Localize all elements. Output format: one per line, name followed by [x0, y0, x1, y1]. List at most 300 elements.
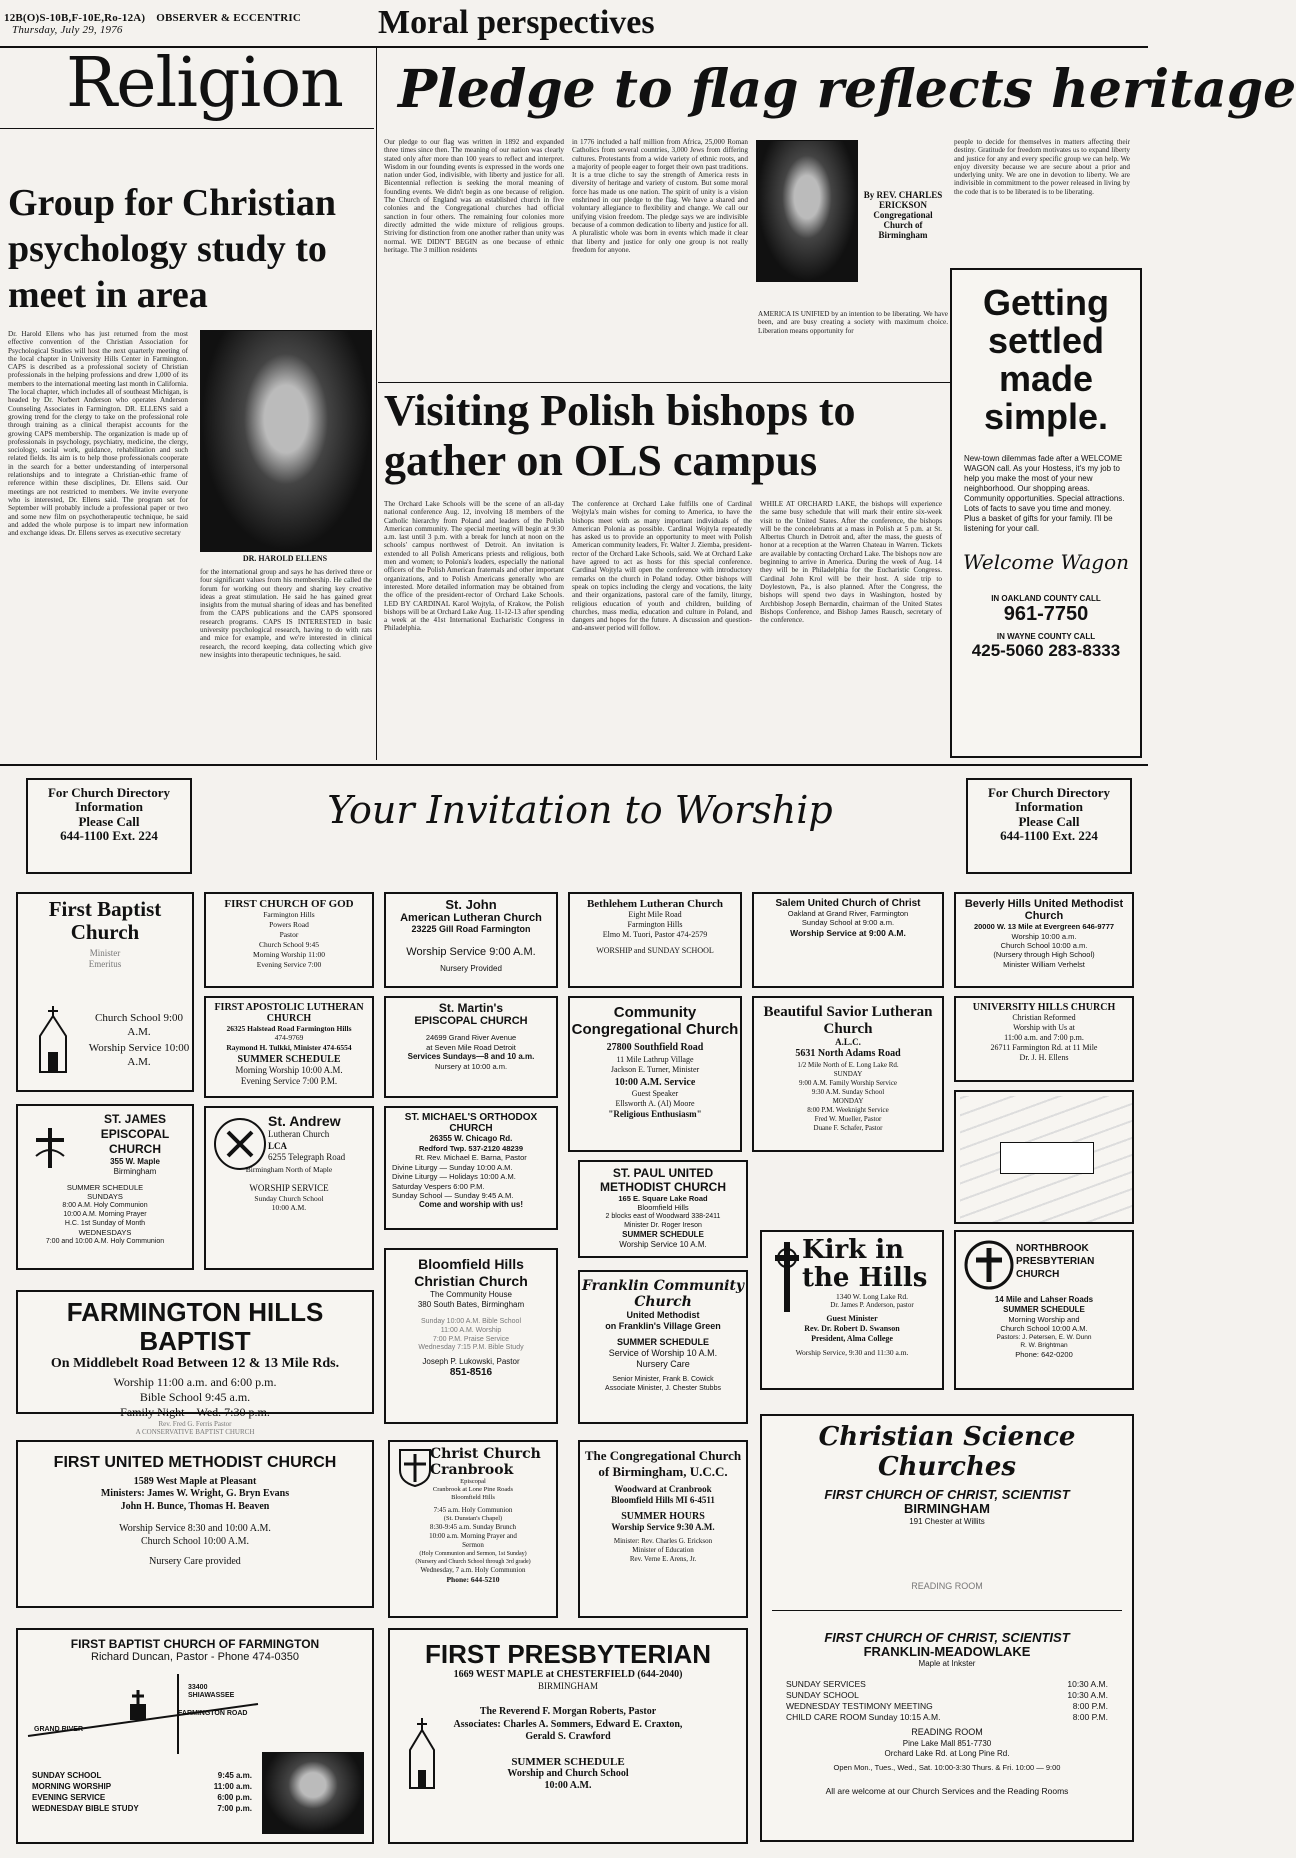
- cs-s3: WEDNESDAY TESTIMONY MEETING: [786, 1701, 933, 1712]
- cs-second-name: FIRST CHURCH OF CHRIST, SCIENTIST: [824, 1629, 1070, 1645]
- headline-bishops: Visiting Polish bishops to gather on OLS campus: [384, 386, 856, 485]
- st-paul-l1: 2 blocks east of Woodward 338-2411: [605, 1212, 721, 1220]
- ad-farmington-hills-baptist: [16, 1290, 374, 1437]
- apostolic-evening: Evening Service 7:00 P.M.: [240, 1076, 338, 1087]
- ad-kirk-in-the-hills: [760, 1230, 944, 1390]
- st-michael-rector: Rt. Rev. Michael E. Barna, Pastor: [415, 1153, 527, 1163]
- byline-erickson: By REV. CHARLES ERICKSON Congregational Church of Birmingham: [863, 190, 943, 240]
- st-michael-name: ST. MICHAEL'S ORTHODOX CHURCH: [404, 1112, 538, 1134]
- fbf-pastor: Richard Duncan, Pastor - Phone 474-0350: [91, 1651, 299, 1664]
- fcg-l2: Powers Road: [269, 920, 309, 930]
- franklin-nursery: Nursery Care: [636, 1359, 690, 1369]
- northbrook-phone: Phone: 642-0200: [1015, 1350, 1073, 1359]
- caption-harold-ellens: DR. HAROLD ELLENS: [242, 554, 328, 563]
- cs-first-addr: 191 Chester at Willits: [909, 1516, 985, 1526]
- st-james-sched: SUMMER SCHEDULE: [66, 1183, 144, 1192]
- ad-christ-church-cranbrook: [388, 1440, 558, 1618]
- ccb-addr: Woodward at Cranbrook: [614, 1484, 712, 1494]
- cs-schedule-row-4: [786, 1712, 1108, 1723]
- franklin-sub2: on Franklin's Village Green: [605, 1321, 721, 1332]
- first-baptist-emeritus: Emeritus: [88, 959, 122, 970]
- apostolic-addr: 26325 Halstead Road Farmington Hills: [226, 1024, 352, 1033]
- fhb-school: Bible School 9:45 a.m.: [139, 1389, 251, 1404]
- cranbrook-l6: (Holy Communion and Sermon, 1st Sunday): [419, 1551, 527, 1557]
- st-michael-l5: Come and worship with us!: [418, 1200, 523, 1210]
- cranbrook-sub: Episcopal: [460, 1478, 486, 1485]
- st-james-l3: H.C. 1st Sunday of Month: [64, 1220, 146, 1227]
- st-michael-l4: Sunday School — Sunday 9:45 A.M.: [392, 1190, 514, 1200]
- savior-mon-service: 8:00 P.M. Weeknight Service: [807, 1105, 889, 1114]
- cs-s1: SUNDAY SERVICES: [786, 1679, 866, 1690]
- cs-banner: Christian Science Churches: [818, 1422, 1076, 1482]
- ad-community-congregational: [568, 996, 742, 1152]
- ad-st-john: [384, 892, 558, 988]
- article-bishops-col1: The Orchard Lake Schools will be the scene of an all-day national conference Aug. 12, involving 18 members of the Catholic hierarchy from Poland and leaders of the Polish American community. The special meeting will begin at 9:30 a.m. last until 3 p.m. with a break for lunch at noon on the schools' campus northwest of Detroit. An invitation is extended to all Polish Americans priests and religious, both men and women; to Polonia's leaders, especially the national officers of the Polish American fraternals and other important organizations, and to Polish Americans generally who are interested. More detailed information may be obtained from the office of the president-rector of Orchard Lake Schools. LED BY CARDINAL Karol Wojtyla, of Krakow, the Polish bishops will be at Orchard Lake Aug. 11-12-13 after spending a week at the 41st International Eucharistic Congress in Philadelphia.: [384, 500, 564, 633]
- st-james-l4: 7:00 and 10:00 A.M. Holy Communion: [45, 1238, 165, 1245]
- directory-right-line1: For Church Directory: [987, 785, 1111, 800]
- ad-bethlehem: [568, 892, 742, 988]
- univ-hills-l2: 11:00 a.m. and 7:00 p.m.: [1004, 1033, 1084, 1042]
- ad-congregational-birmingham: [578, 1440, 748, 1618]
- bethlehem-name: Bethlehem Lutheran Church: [586, 898, 724, 910]
- directory-left-phone: 644-1100 Ext. 224: [60, 827, 158, 843]
- oakland-phone: 961-7750: [1003, 603, 1089, 625]
- cs-s2t: 10:30 A.M.: [1067, 1690, 1108, 1701]
- cranbrook-l8: Wednesday, 7 a.m. Holy Communion: [420, 1566, 526, 1574]
- ad-beautiful-savior: [752, 996, 944, 1152]
- directory-box-left: [26, 778, 192, 874]
- ad-first-baptist-farmington: [16, 1628, 374, 1844]
- ad-christian-science: [760, 1414, 1134, 1842]
- directory-left-line3: Please Call: [78, 813, 140, 829]
- apostolic-morning: Morning Worship 10:00 A.M.: [235, 1065, 343, 1076]
- cranbrook-name: Christ Church Cranbrook: [430, 1446, 541, 1478]
- ccb-worship: Worship Service 9:30 A.M.: [611, 1521, 715, 1532]
- beverly-l4: Minister William Verhelst: [1003, 959, 1085, 969]
- kirk-service: Worship Service, 9:30 and 11:30 a.m.: [795, 1348, 909, 1358]
- ad-st-martin: [384, 996, 558, 1098]
- ad-copy: New-town dilemmas fade after a WELCOME WAGON call. As your Hostess, it's my job to help you make the most of your new neighborhood. Our shopping areas. Community opportunities. Special attractions. Lots of facts to save you time and money. Plus a basket of gifts for your family. I'll be listening for your call.: [964, 454, 1125, 533]
- st-michael-city: Redford Twp. 537-2120 48239: [418, 1144, 524, 1153]
- fp-pastor: The Reverend F. Morgan Roberts, Pastor: [479, 1706, 657, 1718]
- beverly-name: Beverly Hills United Methodist Church: [964, 898, 1124, 923]
- community-minister: Jackson E. Turner, Minister: [610, 1064, 700, 1074]
- st-michael-l2: Divine Liturgy — Holidays 10:00 A.M.: [392, 1172, 516, 1182]
- kirk-addr: 1340 W. Long Lake Rd.: [835, 1292, 909, 1301]
- fum-ministers: Ministers: James W. Wright, G. Bryn Evans: [100, 1488, 290, 1500]
- st-james-city: Birmingham: [113, 1167, 157, 1176]
- issue-date: Thursday, July 29, 1976: [12, 24, 123, 36]
- savior-addr: 5631 North Adams Road: [795, 1048, 901, 1060]
- fp-assoc: Associates: Charles A. Sommers, Edward E. Craxton,: [453, 1718, 683, 1730]
- community-addr2: 11 Mile Lathrup Village: [616, 1054, 694, 1064]
- franklin-l1: Senior Minister, Frank B. Cowick: [612, 1376, 714, 1384]
- cranbrook-l7: (Nursery and Church School through 3rd grade): [415, 1559, 531, 1565]
- ad-university-hills: [954, 996, 1134, 1082]
- st-paul-l2: Minister Dr. Roger Ireson: [624, 1221, 702, 1229]
- bhcc-l3: 7:00 P.M. Praise Service: [432, 1335, 510, 1343]
- st-james-sundays: SUNDAYS: [87, 1192, 123, 1201]
- headline-psychology: Group for Christian psychology study to meet in area: [8, 182, 336, 316]
- directory-right-line2: Information: [1015, 799, 1083, 815]
- st-andrew-l1: Sunday Church School: [254, 1193, 324, 1203]
- wayne-phone: 425-5060 283-8333: [971, 641, 1121, 660]
- fbf-l3: EVENING SERVICE: [32, 1793, 106, 1802]
- first-baptist-school: Church School 9:00 A.M.: [95, 1012, 183, 1038]
- fbf-map2: SHIAWASSEE: [188, 1692, 235, 1699]
- fbf-l2: MORNING WORSHIP: [32, 1782, 112, 1791]
- worship-banner: Your Invitation to Worship: [327, 788, 833, 832]
- fbf-row-4: [32, 1803, 252, 1814]
- st-andrew-service: WORSHIP SERVICE: [249, 1182, 329, 1193]
- cs-rr-addr2: Orchard Lake Rd. at Long Pine Rd.: [884, 1748, 1010, 1758]
- st-james-l2: 10:00 A.M. Morning Prayer: [63, 1211, 147, 1218]
- fum-school: Church School 10:00 A.M.: [140, 1535, 250, 1547]
- fum-nursery: Nursery Care provided: [149, 1556, 241, 1568]
- ad-first-assembly: [954, 1090, 1134, 1224]
- ccb-name: The Congregational Church of Birmingham, U.C.C.: [584, 1448, 742, 1479]
- st-john-nursery: Nursery Provided: [440, 963, 502, 973]
- directory-right-line3: Please Call: [1018, 813, 1080, 829]
- welcome-wagon-logo: Welcome Wagon: [962, 550, 1130, 574]
- fp-l2: 10:00 A.M.: [544, 1780, 592, 1792]
- bhcc-addr: 380 South Bates, Birmingham: [417, 1300, 525, 1309]
- st-andrew-addr2: Birmingham North of Maple: [245, 1165, 333, 1175]
- fbf-schedule: [32, 1770, 252, 1814]
- salem-addr: Oakland at Grand River, Farmington: [787, 909, 909, 918]
- fbf-l4: WEDNESDAY BIBLE STUDY: [32, 1804, 139, 1813]
- univ-hills-l4: Dr. J. H. Ellens: [1019, 1053, 1069, 1062]
- first-assembly-box-graphic: [1000, 1142, 1094, 1174]
- franklin-sub: United Methodist: [626, 1310, 700, 1320]
- cranbrook-l3: 8:30-9:45 a.m. Sunday Brunch: [429, 1523, 517, 1531]
- fhb-worship: Worship 11:00 a.m. and 6:00 p.m.: [113, 1374, 277, 1389]
- ad-st-michael: [384, 1106, 558, 1230]
- northbrook-l4: R. W. Brightman: [1020, 1341, 1068, 1349]
- salem-worship: Worship Service at 9:00 A.M.: [790, 927, 906, 938]
- apostolic-phone: 474-9769: [274, 1033, 304, 1043]
- franklin-service: Service of Worship 10 A.M.: [608, 1347, 718, 1358]
- ccb-city: Bloomfield Hills MI 6-4511: [611, 1495, 715, 1506]
- st-paul-sched: SUMMER SCHEDULE: [622, 1230, 704, 1240]
- cranbrook-l1: 7:45 a.m. Holy Communion: [433, 1506, 513, 1514]
- directory-left-line1: For Church Directory: [47, 785, 171, 800]
- article-psychology-col1: Dr. Harold Ellens who has just returned from the most effective convention of the Christian Association for Psychological Studies will host the next quarterly meeting of the local chapter in University Hills Center in Farmington. CAPS is described as a professional society of Christian professionals in the helping professions and drew 1,000 of its members to the international meeting last month in California. The local chapter, which includes all of southeast Michigan, is headed by Dr. Norbert Anderson who operates Anderson Counseling Associates in Farmington. DR. ELLENS said a growing trend for the clergy to take on the professional role through training as a clinical therapist accounts for the growing CAPS membership. The organization is made up of professionals in psychology, psychiatry, medicine, the clergy, sociology, social work, guidance, rehabilitation and such related fields. Its aim is to help those professionals cooperate in the search for a better understanding of interpersonal relationships and to integrate a Christian-ethic frame of reference within these disciplines, Dr. Ellens said. Our meetings are not restricted to members. We invite everyone who is interested, Dr. Ellens said. The program set for September will probably include a professional paper or two and some new film on psychotherapeutic technique, he said and added the whole purpose is to impart new information and exchange ideas. Dr. Ellens serves as executive secretary: [8, 330, 188, 538]
- ad-franklin-community: [578, 1270, 748, 1424]
- fhb-pastor: Rev. Fred G. Ferris Pastor: [158, 1419, 232, 1428]
- st-john-worship: Worship Service 9:00 A.M.: [406, 945, 536, 958]
- fbf-row-2: [32, 1781, 252, 1792]
- paper-name: OBSERVER & ECCENTRIC: [156, 12, 302, 24]
- ad-st-james: [16, 1104, 194, 1270]
- st-john-sub: American Lutheran Church: [400, 912, 542, 925]
- st-martin-services: Services Sundays—8 and 10 a.m.: [407, 1052, 535, 1062]
- st-andrew-lca: LCA: [268, 1140, 288, 1151]
- st-paul-worship: Worship Service 10 A.M.: [619, 1240, 707, 1250]
- fhb-addr: On Middlebelt Road Between 12 & 13 Mile Rds.: [50, 1356, 340, 1372]
- cs-second-city: FRANKLIN-MEADOWLAKE: [863, 1644, 1031, 1660]
- st-michael-l1: Divine Liturgy — Sunday 10:00 A.M.: [392, 1162, 513, 1172]
- st-andrew-name: St. Andrew: [268, 1113, 341, 1129]
- savior-addr2: 1/2 Mile North of E. Long Lake Rd.: [797, 1060, 899, 1069]
- st-john-name: St. John: [445, 897, 497, 912]
- st-paul-city: Bloomfield Hills: [637, 1203, 689, 1213]
- savior-pastor: Fred W. Mueller, Pastor: [814, 1114, 882, 1123]
- cs-rr-addr: Pine Lake Mall 851-7730: [902, 1738, 992, 1748]
- article-psychology-col2: for the international group and says he has derived three or four significant values from his membership. He called the forum for working out theory and sharing key creative ideas a great stimulation. He said he has gained great insights from the mutual sharing of ideas and has benefited from the CAPS publications and the CAPS sponsored research programs. CAPS IS INTERESTED in basic university psychological research, having to do with rats and mice for example, and we're interested in clinical research, the record keeping, data collecting which give new insights into therapeutic techniques, he said.: [200, 568, 372, 659]
- ad-first-church-god: [204, 892, 374, 988]
- univ-hills-l1: Worship with Us at: [1013, 1023, 1075, 1032]
- church-steeple-icon: [26, 1004, 80, 1074]
- fhb-family: Family Night—Wed. 7:30 p.m.: [120, 1404, 270, 1419]
- univ-hills-sub: Christian Reformed: [1012, 1013, 1076, 1022]
- photo-pastor-duncan: [262, 1752, 364, 1834]
- community-topic: "Religious Enthusiasm": [608, 1109, 702, 1119]
- fcg-name: FIRST CHURCH OF GOD: [224, 898, 354, 910]
- bhcc-l2: 11:00 A.M. Worship: [440, 1326, 502, 1334]
- franklin-name: Franklin Community Church: [581, 1278, 745, 1310]
- northbrook-logo-icon: [964, 1240, 1014, 1290]
- st-james-addr: 355 W. Maple: [110, 1157, 160, 1166]
- st-michael-l3: Saturday Vespers 6:00 P.M.: [392, 1181, 485, 1191]
- wayne-label: IN WAYNE COUNTY CALL: [996, 632, 1096, 641]
- cs-schedule-row-1: [786, 1679, 1108, 1690]
- st-martin-name: St. Martin's: [438, 1001, 504, 1015]
- st-martin-sub: EPISCOPAL CHURCH: [414, 1015, 528, 1028]
- first-baptist-name: First Baptist Church: [48, 897, 162, 945]
- article-pledge-col4: people to decide for themselves in matters affecting their destiny. Gratitude for freedom motivates us to expand liberty and justice for any and every specific group we can help. We enjoy diversity because we are secure about a prior and underlying unity. We are one in devotion to liberty. We are indivisible in commitment to the power released in living by the code that is to be liberated is to be liberating.: [954, 138, 1130, 196]
- savior-sunday: SUNDAY: [833, 1069, 863, 1078]
- cs-rr: READING ROOM: [911, 1727, 983, 1738]
- st-michael-addr: 26355 W. Chicago Rd.: [429, 1134, 513, 1143]
- fbf-map4: FARMINGTON ROAD: [178, 1710, 248, 1717]
- apostolic-sched: SUMMER SCHEDULE: [237, 1054, 341, 1066]
- st-martin-nursery: Nursery at 10:00 a.m.: [434, 1062, 508, 1072]
- northbrook-l2: Church School 10:00 A.M.: [1000, 1324, 1088, 1334]
- beverly-l2: Church School 10:00 a.m.: [1000, 940, 1088, 950]
- univ-hills-l3: 26711 Farmington Rd. at 11 Mile: [990, 1043, 1098, 1052]
- fum-worship: Worship Service 8:30 and 10:00 A.M.: [119, 1523, 271, 1535]
- directory-left-line2: Information: [75, 799, 143, 815]
- fcg-l6: Evening Service 7:00: [256, 960, 322, 970]
- fcg-l3: Pastor: [279, 930, 299, 940]
- bhcc-sub: The Community House: [430, 1290, 512, 1299]
- bhcc-pastor: Joseph P. Lukowski, Pastor: [422, 1357, 520, 1366]
- fhb-name: FARMINGTON HILLS BAPTIST: [66, 1297, 324, 1356]
- bhcc-phone: 851-8516: [449, 1367, 493, 1378]
- page-ref: 12B(O)S-10B,F-10E,Ro-12A): [4, 12, 146, 24]
- northbrook-sched: SUMMER SCHEDULE: [1003, 1305, 1085, 1314]
- fum-ministers2: John H. Bunce, Thomas H. Beaven: [120, 1500, 270, 1512]
- franklin-l2: Associate Minister, J. Chester Stubbs: [605, 1385, 721, 1392]
- ccb-sched: SUMMER HOURS: [621, 1510, 705, 1522]
- cs-s2: SUNDAY SCHOOL: [786, 1690, 859, 1701]
- fbf-name: FIRST BAPTIST CHURCH OF FARMINGTON: [70, 1637, 320, 1651]
- kirk-guest: Guest Minister: [826, 1314, 878, 1324]
- cs-hours: Open Mon., Tues., Wed., Sat. 10:00-3:30 Thurs. & Fri. 10:00 — 9:00: [833, 1762, 1061, 1772]
- fbf-l3t: 6:00 p.m.: [217, 1793, 252, 1802]
- ad-beverly-hills: [954, 892, 1134, 988]
- cs-s4t: 8:00 P.M.: [1072, 1712, 1108, 1723]
- fcg-l5: Morning Worship 11:00: [253, 950, 325, 960]
- cs-first-city: BIRMINGHAM: [904, 1501, 990, 1517]
- bhcc-l4: Wednesday 7:15 P.M. Bible Study: [418, 1344, 524, 1352]
- cs-footer: All are welcome at our Church Services and the Reading Rooms: [825, 1786, 1069, 1797]
- northbrook-l3: Pastors: J. Petersen, E. W. Dunn: [996, 1333, 1092, 1341]
- article-pledge-col2: in 1776 included a half million from Africa, 25,000 Roman Catholics from several countries, 3,000 Jews from differing cultures. Protestants from a wide variety of ethnic roots, and a majority of people eager to forget their own past traditions. It is a true cliche to say the strength of America rests in diversity of heritage and variety of custom. But some moral force has made us one nation. The spirit of unity is a vision enshrined in our pledge to the flag. We have a shared and voluntary allegiance to flexibility and change. We call our unifying vision freedom. The pledge says we are indivisible because of a common dedication to liberty and justice for all. A pluralistic whole was born in events which made it clear that liberty and justice for only one group is not really freedom for anyone.: [572, 138, 748, 254]
- cs-s1t: 10:30 A.M.: [1067, 1679, 1108, 1690]
- beverly-l1: Worship 10:00 a.m.: [1011, 931, 1077, 941]
- univ-hills-name: UNIVERSITY HILLS CHURCH: [972, 1002, 1116, 1013]
- ad-first-baptist: [16, 892, 194, 1092]
- community-time: 10:00 A.M. Service: [614, 1076, 696, 1088]
- cranbrook-l5: Sermon: [462, 1541, 484, 1549]
- community-guest: Guest Speaker: [631, 1089, 679, 1098]
- kirk-title: President, Alma College: [811, 1334, 893, 1344]
- bethlehem-service: WORSHIP and SUNDAY SCHOOL: [596, 946, 714, 956]
- cranbrook-addr: Cranbrook at Lone Pine Roads: [432, 1486, 514, 1493]
- bethlehem-pastor: Elmo M. Tuori, Pastor 474-2579: [602, 930, 708, 940]
- savior-monday: MONDAY: [832, 1096, 864, 1105]
- oakland-label: IN OAKLAND COUNTY CALL: [991, 594, 1101, 603]
- salem-school: Sunday School at 9:00 a.m.: [801, 918, 895, 928]
- cranbrook-l2: (St. Dunstan's Chapel): [443, 1515, 503, 1522]
- ad-st-andrew: [204, 1106, 374, 1270]
- ad-st-paul: [578, 1160, 748, 1258]
- apostolic-minister: Raymond H. Tulkki, Minister 474-6554: [226, 1042, 352, 1052]
- directory-box-right: [966, 778, 1132, 874]
- ad-northbrook: [954, 1230, 1134, 1390]
- st-james-wed: WEDNESDAYS: [78, 1228, 132, 1237]
- cs-schedule-row-3: [786, 1701, 1108, 1712]
- fbf-map1: 33400: [188, 1684, 208, 1691]
- cs-first-name: FIRST CHURCH OF CHRIST, SCIENTIST: [824, 1487, 1070, 1502]
- st-andrew-sub: Lutheran Church: [268, 1129, 330, 1140]
- savior-sun-school: 9:30 A.M. Sunday School: [811, 1087, 885, 1096]
- page-masthead: [4, 12, 324, 36]
- article-pledge-col1: Our pledge to our flag was written in 1892 and expanded three times since then. The meaning of our nation was clearly stated only after more than 100 years to reflect and interpret. Wisdom in our founding events is expressed in the words one nation under God, indivisible, with liberty and justice for all. Bicentennial reflection is seeking the moral meaning of founding events. We didn't begin as one because of religion. The Church of England was an established church in five colonies and the Congregational churches had official sanction in four others. The remaining four colonies more directly admitted the wide mixture of religious groups. Striving for distinction from one another rather than unity was normal. WE DIDN'T BEGIN as one because of ethnic heritage. The 3 million residents: [384, 138, 564, 254]
- kirk-pastor: Dr. James P. Anderson, pastor: [830, 1301, 914, 1310]
- st-james-logo-icon: [30, 1126, 70, 1170]
- first-baptist-minister: Minister: [89, 948, 121, 959]
- st-andrew-seal-icon: [212, 1116, 268, 1172]
- ad-bloomfield-christian: [384, 1248, 558, 1424]
- ad-salem: [752, 892, 944, 988]
- fp-l1: Worship and Church School: [507, 1767, 629, 1779]
- savior-pastor2: Duane F. Schafer, Pastor: [813, 1123, 883, 1132]
- church-building-icon: [402, 1716, 442, 1790]
- directory-right-phone: 644-1100 Ext. 224: [1000, 827, 1098, 843]
- beverly-addr: 20000 W. 13 Mile at Evergreen 646-9777: [973, 922, 1115, 932]
- ad-first-presbyterian: [388, 1628, 748, 1844]
- ccb-edu-name: Rev. Verne E. Arens, Jr.: [629, 1554, 697, 1563]
- ad-first-united-methodist: [16, 1440, 374, 1608]
- northbrook-l1: Morning Worship and: [1008, 1315, 1080, 1324]
- fbf-l2t: 11:00 a.m.: [213, 1782, 252, 1791]
- cranbrook-l4: 10:00 a.m. Morning Prayer and: [429, 1532, 517, 1540]
- cs-s3t: 8:00 P.M.: [1072, 1701, 1108, 1712]
- st-paul-name: ST. PAUL UNITED METHODIST CHURCH: [600, 1166, 726, 1194]
- fp-name: FIRST PRESBYTERIAN: [424, 1639, 712, 1669]
- fbf-row-1: [32, 1770, 252, 1781]
- fp-city: BIRMINGHAM: [537, 1681, 598, 1692]
- photo-charles-erickson: [756, 140, 858, 282]
- celtic-cross-icon: [772, 1240, 802, 1314]
- ccb-minister: Minister: Rev. Charles G. Erickson: [613, 1536, 713, 1545]
- savior-name: Beautiful Savior Lutheran Church: [763, 1004, 933, 1037]
- savior-sun-service: 9:00 A.M. Family Worship Service: [798, 1078, 898, 1087]
- fcg-l4: Church School 9:45: [259, 940, 319, 950]
- bethlehem-addr: Eight Mile Road: [628, 910, 682, 920]
- kirk-name: Kirk in the Hills: [802, 1235, 928, 1293]
- fum-addr: 1589 West Maple at Pleasant: [133, 1475, 257, 1487]
- beverly-l3: (Nursery through High School): [993, 950, 1095, 960]
- st-john-addr: 23225 Gill Road Farmington: [411, 924, 531, 935]
- section-title: Moral perspectives: [378, 4, 655, 41]
- bhcc-l1: Sunday 10:00 A.M. Bible School: [420, 1318, 521, 1325]
- st-james-name: ST. JAMES EPISCOPAL CHURCH: [100, 1112, 170, 1156]
- cs-second-addr: Maple at Inkster: [918, 1659, 976, 1669]
- fp-assoc2: Gerald S. Crawford: [525, 1731, 611, 1743]
- ad-headline: Getting settled made simple.: [983, 282, 1109, 437]
- st-andrew-l2: 10:00 A.M.: [271, 1203, 307, 1213]
- savior-alc: A.L.C.: [835, 1037, 861, 1047]
- religion-banner: Religion: [66, 44, 343, 123]
- st-andrew-addr: 6255 Telegraph Road: [268, 1151, 346, 1162]
- cs-reading: READING ROOM: [911, 1580, 983, 1591]
- ad-first-apostolic: [204, 996, 374, 1098]
- first-baptist-worship: Worship Service 10:00 A.M.: [88, 1042, 190, 1068]
- salem-name: Salem United Church of Christ: [775, 898, 921, 909]
- st-james-l1: 8:00 A.M. Holy Communion: [62, 1202, 148, 1209]
- st-martin-addr: 24699 Grand River Avenue: [425, 1033, 517, 1043]
- fhb-tag: A CONSERVATIVE BAPTIST CHURCH: [135, 1428, 255, 1437]
- ccb-edu: Minister of Education: [632, 1545, 694, 1554]
- fbf-l4t: 7:00 p.m.: [217, 1804, 252, 1813]
- bethlehem-city: Farmington Hills: [627, 920, 683, 930]
- fbf-l1: SUNDAY SCHOOL: [32, 1771, 102, 1780]
- fbf-map3: GRAND RIVER: [34, 1726, 84, 1733]
- cs-s4: CHILD CARE ROOM Sunday 10:15 A.M.: [786, 1712, 941, 1723]
- st-martin-addr2: at Seven Mile Road Detroit: [426, 1042, 516, 1052]
- franklin-sched: SUMMER SCHEDULE: [616, 1336, 709, 1347]
- fbf-l1t: 9:45 a.m.: [217, 1771, 252, 1780]
- bhcc-name: Bloomfield Hills Christian Church: [414, 1256, 528, 1289]
- cranbrook-city: Bloomfield Hills: [451, 1494, 495, 1501]
- cranbrook-phone: Phone: 644-5210: [446, 1575, 500, 1584]
- st-paul-addr: 165 E. Square Lake Road: [618, 1194, 708, 1203]
- photo-harold-ellens: [200, 330, 372, 552]
- ad-welcome-wagon: [950, 268, 1142, 758]
- article-bishops-col2: The conference at Orchard Lake fulfills one of Cardinal Wojtyla's main wishes for coming to America, to have the bishops meet with as many important individuals of the American Polonia as possible. Cardinal Wojtyla repeatedly has asked us to provide an opportunity to meet with Polish American community leaders, Fr. Walter J. Ziemba, president-rector of the Orchard Lake Schools, said. We at Orchard Lake have agreed to act as hosts for this special conference. Cardinal Wojtyla will open the conference with introductory remarks on the church in Poland today. Other bishops will speak on topics including the clergy and vocations, the laity and their organizations, pastoral care of the family, liturgy, religious education of youth and children, building of churches, mass media, education and culture in Poland, and dangers and hopes for the future. A discussion and question-and-answer period will follow.: [572, 500, 752, 633]
- community-addr: 27800 Southfield Road: [606, 1042, 704, 1053]
- apostolic-name: FIRST APOSTOLIC LUTHERAN CHURCH: [214, 1002, 364, 1024]
- community-speaker: Ellsworth A. (Al) Moore: [615, 1099, 695, 1108]
- article-pledge-col3: AMERICA IS UNIFIED by an intention to be liberating. We have been, and are busy creating a society with maximum choice. Liberation means opportunity for: [758, 310, 948, 335]
- northbrook-name: NORTHBROOK PRESBYTERIAN CHURCH: [1016, 1243, 1095, 1280]
- fbf-row-3: [32, 1792, 252, 1803]
- cs-schedule-row-2: [786, 1690, 1108, 1701]
- headline-pledge: Pledge to flag reflects heritage: [398, 59, 1296, 120]
- article-bishops-col3: WHILE AT ORCHARD LAKE, the bishops will experience the same busy schedule that will mark their entire six-week visit to the United States. After the conference, the bishops will be the concelebrants at a mass in Polish at 5 p.m. at St. Albertus Church in Detroit and, after the mass, the guests of honor at a reception at the Warren Chateau in Warren. Tickets are available by contacting Orchard Lake. The bishops now are beginning to arrive in America. During the week of Aug. 14 they will be in Philadelphia for the Eucharistic Congress. Cardinal John Krol will be their host. A side trip to Doylestown, Pa., is also planned. After the Congress, the bishops will spend two days in Washington, hosted by Archbishop Joseph Bernardin, chairman of the United States Bishops Conference, and Bishop James Rausch, secretary of the conference.: [760, 500, 942, 625]
- fum-name: FIRST UNITED METHODIST CHURCH: [53, 1454, 337, 1471]
- community-name: Community Congregational Church: [571, 1004, 739, 1038]
- fcg-l1: Farmington Hills: [263, 910, 315, 920]
- fp-addr: 1669 WEST MAPLE at CHESTERFIELD (644-2040): [453, 1668, 683, 1680]
- northbrook-addr: 14 Mile and Lahser Roads: [994, 1295, 1094, 1304]
- fp-sched: SUMMER SCHEDULE: [511, 1755, 625, 1768]
- kirk-guest-name: Rev. Dr. Robert D. Swanson: [804, 1324, 900, 1334]
